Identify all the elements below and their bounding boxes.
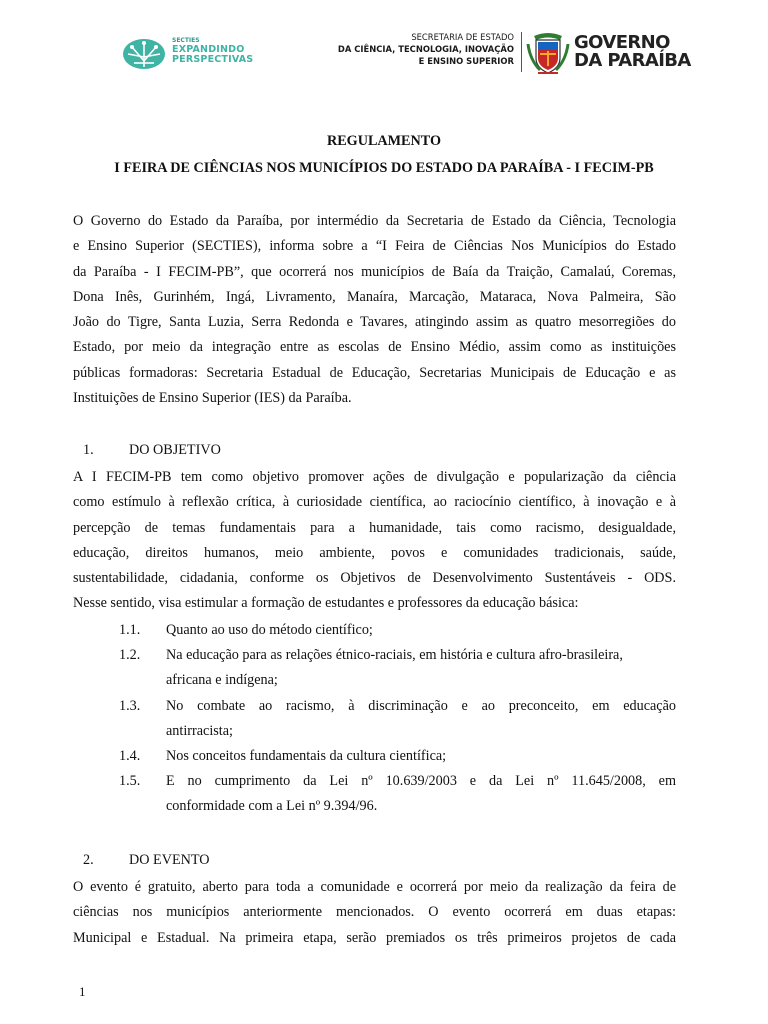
item-line: Nos conceitos fundamentais da cultura científica;	[166, 748, 447, 764]
intro-line: João do Tigre, Santa Luzia, Serra Redonda e Tavares, atingindo assim as quatro mesorregiões do	[73, 314, 676, 331]
list-item	[119, 744, 676, 769]
secties-small-label: SECTIES	[172, 37, 200, 44]
intro-line: da Paraíba - I FECIM-PB”, que ocorrerá nos municípios de Baía da Traição, Camalaú, Coremas,	[73, 263, 676, 280]
section2-heading	[73, 852, 210, 869]
paraiba-coat-of-arms-icon	[526, 30, 570, 76]
secretaria-line2: DA CIÊNCIA, TECNOLOGIA, INOVAÇÃO	[337, 44, 514, 54]
document-subtitle: I FEIRA DE CIÊNCIAS NOS MUNICÍPIOS DO ESTADO DA PARAÍBA - I FECIM-PB	[114, 160, 654, 176]
secretaria-line1: SECRETARIA DE ESTADO	[411, 32, 514, 42]
item-number: 1.2.	[119, 647, 141, 663]
list-item	[119, 618, 676, 643]
intro-line: Dona Inês, Gurinhém, Ingá, Livramento, Manaíra, Marcação, Mataraca, Nova Palmeira, São	[73, 288, 676, 305]
item-number: 1.5.	[119, 773, 141, 789]
section1-line: percepção de temas fundamentais para a humanidade, tais como racismo, desigualdade,	[73, 519, 676, 536]
secties-logo-icon	[122, 37, 166, 71]
intro-line: Instituições de Ensino Superior (IES) da Paraíba.	[73, 390, 352, 407]
item-line: No combate ao racismo, à discriminação e ao preconceito, em educação	[166, 698, 676, 714]
secties-line1: EXPANDINDO	[172, 44, 245, 55]
list-item	[119, 769, 676, 820]
governo-line2: DA PARAÍBA	[574, 50, 691, 71]
secties-line2: PERSPECTIVAS	[172, 54, 254, 65]
section2-line: O evento é gratuito, aberto para toda a comunidade e ocorrerá por meio da realização da feira de	[73, 879, 676, 895]
item-number: 1.4.	[119, 748, 141, 764]
section1-line: A I FECIM-PB tem como objetivo promover ações de divulgação e popularização da ciência	[73, 469, 676, 485]
secretaria-line3: E ENSINO SUPERIOR	[418, 56, 514, 66]
item-line: antirracista;	[166, 723, 233, 740]
governo-wordmark	[574, 34, 691, 70]
section1-line: sustentabilidade, cidadania, conforme os Objetivos de Desenvolvimento Sustentáveis - ODS.	[73, 570, 676, 587]
section1-line: Nesse sentido, visa estimular a formação de estudantes e professores da educação básica:	[73, 595, 579, 612]
section1-number: 1.	[83, 442, 94, 458]
item-line: africana e indígena;	[166, 672, 278, 689]
item-number: 1.1.	[119, 622, 141, 638]
list-item	[119, 643, 676, 694]
page-number: 1	[79, 984, 86, 999]
intro-line: públicas formadoras: Secretaria Estadual de Educação, Secretarias Municipais de Educação e as	[73, 364, 676, 381]
intro-line: Estado, por meio da integração entre as escolas de Ensino Médio, assim como as instituições	[73, 339, 676, 356]
intro-line: O Governo do Estado da Paraíba, por intermédio da Secretaria de Estado da Ciência, Tecnologia	[73, 213, 676, 229]
section1-heading	[73, 442, 221, 459]
intro-line: e Ensino Superior (SECTIES), informa sobre a “I Feira de Ciências Nos Municípios do Estado	[73, 238, 676, 255]
section1-line: como estímulo à reflexão crítica, à curiosidade científica, ao raciocínio científico, à inovação e à	[73, 494, 676, 511]
header-divider	[521, 32, 522, 72]
section1-paragraph	[73, 465, 676, 617]
item-number: 1.3.	[119, 698, 141, 714]
item-line: conformidade com a Lei nº 9.394/96.	[166, 798, 378, 815]
section2-paragraph	[73, 875, 676, 951]
list-item	[119, 694, 676, 745]
section1-title: DO OBJETIVO	[129, 442, 221, 458]
item-line: Na educação para as relações étnico-raciais, em história e cultura afro-brasileira,	[166, 647, 623, 663]
governo-line1: GOVERNO	[574, 32, 670, 53]
item-line: E no cumprimento da Lei nº 10.639/2003 e da Lei nº 11.645/2008, em	[166, 773, 676, 789]
section1-line: educação, direitos humanos, meio ambiente, povos e comunidades tradicionais, saúde,	[73, 544, 676, 561]
section2-number: 2.	[83, 852, 94, 868]
secretaria-name	[310, 31, 514, 67]
item-line: Quanto ao uso do método científico;	[166, 622, 373, 638]
section2-line: Municipal e Estadual. Na primeira etapa, serão premiados os três primeiros projetos de cada	[73, 929, 676, 946]
secties-logo	[122, 37, 262, 73]
document-title: REGULAMENTO	[326, 133, 442, 149]
intro-paragraph	[73, 209, 676, 411]
secties-wordmark	[172, 37, 253, 65]
section2-title: DO EVENTO	[129, 852, 210, 868]
section2-line: ciências nos municípios anteriormente mencionados. O evento ocorrerá em duas etapas:	[73, 904, 676, 921]
